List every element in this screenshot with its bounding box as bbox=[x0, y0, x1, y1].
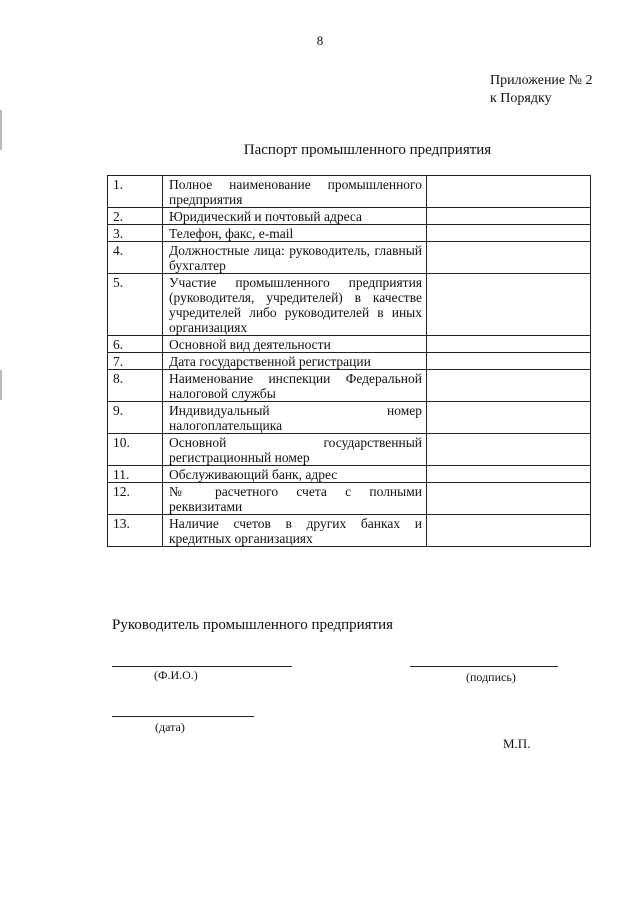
row-label: Должностные лица: руководитель, главный бухгалтер bbox=[163, 242, 427, 274]
row-number: 11. bbox=[108, 466, 163, 483]
row-number: 10. bbox=[108, 434, 163, 466]
row-number: 12. bbox=[108, 483, 163, 515]
scan-edge-mark bbox=[0, 370, 2, 400]
row-label: № расчетного счета с полными реквизитами bbox=[163, 483, 427, 515]
row-value-field[interactable] bbox=[427, 176, 591, 208]
row-value-field[interactable] bbox=[427, 208, 591, 225]
row-label: Телефон, факс, e-mail bbox=[163, 225, 427, 242]
row-label: Юридический и почтовый адреса bbox=[163, 208, 427, 225]
head-label: Руководитель промышленного предприятия bbox=[112, 617, 394, 633]
date-line bbox=[112, 716, 254, 717]
row-value-field[interactable] bbox=[427, 225, 591, 242]
table-row bbox=[108, 336, 591, 353]
table-row bbox=[108, 434, 591, 466]
row-number: 2. bbox=[108, 208, 163, 225]
fio-caption: (Ф.И.О.) bbox=[154, 668, 198, 682]
row-label: Основной вид деятельности bbox=[163, 336, 427, 353]
row-number: 3. bbox=[108, 225, 163, 242]
row-number: 1. bbox=[108, 176, 163, 208]
row-number: 7. bbox=[108, 353, 163, 370]
row-number: 5. bbox=[108, 274, 163, 336]
row-value-field[interactable] bbox=[427, 336, 591, 353]
table-row bbox=[108, 370, 591, 402]
table-row bbox=[108, 225, 591, 242]
fio-line bbox=[112, 666, 292, 667]
table-row bbox=[108, 466, 591, 483]
table-row bbox=[108, 353, 591, 370]
appendix-line-2: к Порядку bbox=[490, 91, 552, 106]
signature-caption: (подпись) bbox=[466, 670, 516, 684]
row-label: Дата государственной регистрации bbox=[163, 353, 427, 370]
table-row bbox=[108, 483, 591, 515]
row-value-field[interactable] bbox=[427, 353, 591, 370]
table-row bbox=[108, 515, 591, 547]
row-label: Обслуживающий банк, адрес bbox=[163, 466, 427, 483]
row-number: 6. bbox=[108, 336, 163, 353]
row-value-field[interactable] bbox=[427, 370, 591, 402]
row-number: 13. bbox=[108, 515, 163, 547]
row-value-field[interactable] bbox=[427, 483, 591, 515]
row-number: 8. bbox=[108, 370, 163, 402]
row-label: Полное наименование промышленного предприятия bbox=[163, 176, 427, 208]
stamp-place: М.П. bbox=[503, 736, 531, 751]
table-row bbox=[108, 208, 591, 225]
row-value-field[interactable] bbox=[427, 242, 591, 274]
row-number: 4. bbox=[108, 242, 163, 274]
table-row bbox=[108, 242, 591, 274]
row-label: Основной государственный регистрационный номер bbox=[163, 434, 427, 466]
page-number: 8 bbox=[316, 33, 324, 48]
row-value-field[interactable] bbox=[427, 515, 591, 547]
date-caption: (дата) bbox=[155, 720, 185, 734]
row-label: Наличие счетов в других банках и кредитных организациях bbox=[163, 515, 427, 547]
row-value-field[interactable] bbox=[427, 434, 591, 466]
row-label: Участие промышленного предприятия (руководителя, учредителей) в качестве учредителей либо руководителей в иных организациях bbox=[163, 274, 427, 336]
row-label: Индивидуальный номер налогоплательщика bbox=[163, 402, 427, 434]
appendix-note bbox=[490, 72, 593, 108]
document-title: Паспорт промышленного предприятия bbox=[243, 142, 492, 158]
row-value-field[interactable] bbox=[427, 402, 591, 434]
table-row bbox=[108, 402, 591, 434]
passport-table bbox=[107, 175, 591, 547]
row-value-field[interactable] bbox=[427, 274, 591, 336]
row-value-field[interactable] bbox=[427, 466, 591, 483]
appendix-line-1: Приложение № 2 bbox=[490, 73, 593, 88]
row-number: 9. bbox=[108, 402, 163, 434]
row-label: Наименование инспекции Федеральной налоговой службы bbox=[163, 370, 427, 402]
signature-line bbox=[410, 666, 558, 667]
table-row bbox=[108, 274, 591, 336]
table-row bbox=[108, 176, 591, 208]
